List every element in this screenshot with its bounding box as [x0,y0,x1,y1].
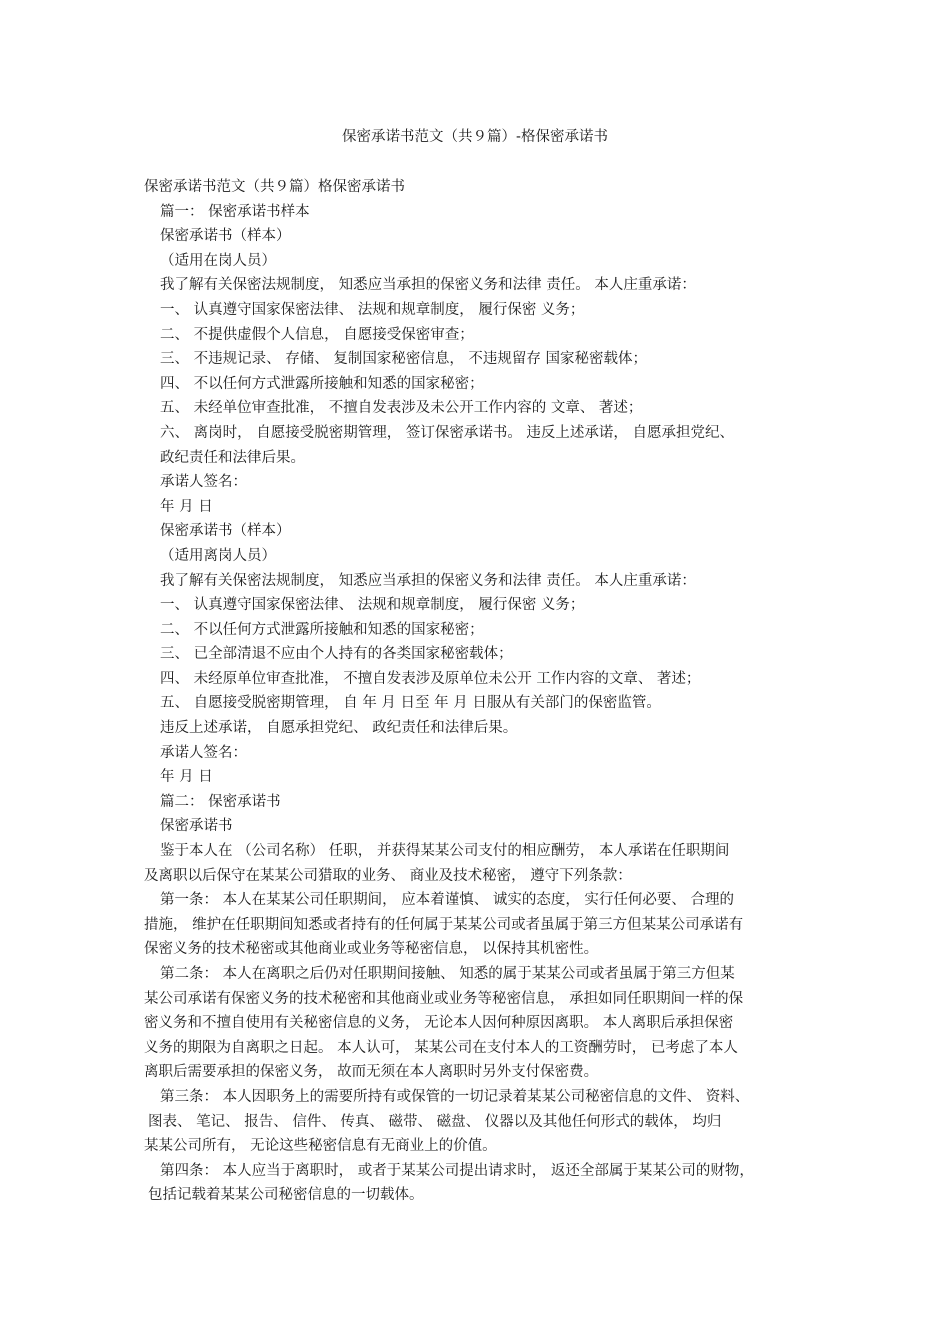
signature-label: 承诺人签名： [160,474,247,491]
list-item: 六、 离岗时， 自愿接受脱密期管理， 签订保密承诺书。 违反上述承诺， 自愿承担党纪、 [160,424,735,441]
signature-label: 承诺人签名： [160,744,247,761]
section-heading: 篇一： 保密承诺书样本 [160,203,310,220]
clause-line: 第四条： 本人应当于离职时， 或者于某某公司提出请求时， 返还全部属于某某公司的财物， [160,1162,754,1179]
subsection-title: 保密承诺书（样本） [160,523,291,540]
paragraph-line: 违反上述承诺， 自愿承担党纪、 政纪责任和法律后果。 [160,720,518,737]
list-item: 四、 不以任何方式泄露所接触和知悉的国家秘密； [160,375,484,392]
paragraph-line: 离职后需要承担的保密义务， 故而无须在本人离职时另外支付保密费。 [144,1064,599,1081]
subsection-title: 保密承诺书 [160,818,233,835]
list-item: 五、 自愿接受脱密期管理， 自 年 月 日至 年 月 日服从有关部门的保密监管。 [160,695,661,712]
paragraph-line: 某公司承诺有保密义务的技术秘密和其他商业或业务等秘密信息， 承担如同任职期间一样的保 [144,990,744,1007]
paragraph-line: 图表、 笔记、 报告、 信件、 传真、 磁带、 磁盘、 仪器以及其他任何形式的载体， 均归 [148,1113,722,1130]
paragraph-line: 保密义务的技术秘密或其他商业或业务等秘密信息， 以保持其机密性。 [144,941,599,958]
list-item: 四、 未经原单位审查批准， 不擅自发表涉及原单位未公开 工作内容的文章、 著述； [160,670,701,687]
list-item: 三、 已全部清退不应由个人持有的各类国家秘密载体； [160,646,513,663]
paragraph-line: 我了解有关保密法规制度， 知悉应当承担的保密义务和法律 责任。 本人庄重承诺： [160,572,696,589]
list-item: 一、 认真遵守国家保密法律、 法规和规章制度， 履行保密 义务； [160,597,585,614]
paragraph-line: 包括记载着某某公司秘密信息的一切载体。 [148,1187,424,1204]
list-item: 二、 不提供虚假个人信息， 自愿接受保密审查； [160,326,474,343]
paragraph-line: 义务的期限为自离职之日起。 本人认可， 某某公司在支付本人的工资酬劳时， 已考虑了本人 [144,1039,738,1056]
paragraph-line: 政纪责任和法律后果。 [160,449,305,466]
list-item: 二、 不以任何方式泄露所接触和知悉的国家秘密； [160,621,484,638]
list-item: 三、 不违规记录、 存储、 复制国家秘密信息， 不违规留存 国家秘密载体； [160,351,648,368]
paragraph-line: 我了解有关保密法规制度， 知悉应当承担的保密义务和法律 责任。 本人庄重承诺： [160,277,696,294]
list-item: 一、 认真遵守国家保密法律、 法规和规章制度， 履行保密 义务； [160,301,585,318]
subsection-note: （适用离岗人员） [160,547,276,564]
clause-line: 第二条： 本人在离职之后仍对任职期间接触、 知悉的属于某某公司或者虽属于第三方但某 [160,966,735,982]
section-heading: 篇二： 保密承诺书 [160,793,281,810]
paragraph-line: 及离职以后保守在某某公司猎取的业务、 商业及技术秘密， 遵守下列条款： [144,867,632,884]
clause-line: 第一条： 本人在某某公司任职期间， 应本着谨慎、 诚实的态度， 实行任何必要、 合理的 [160,892,735,909]
paragraph-line: 密义务和不擅自使用有关秘密信息的义务， 无论本人因何种原因离职。 本人离职后承担保密 [144,1015,734,1032]
list-item: 五、 未经单位审查批准， 不擅自发表涉及未公开工作内容的 文章、 著述； [160,400,643,417]
paragraph-line: 某某公司所有， 无论这些秘密信息有无商业上的价值。 [144,1138,497,1155]
paragraph-line: 措施， 维护在任职期间知悉或者持有的任何属于某某公司或者虽属于第三方但某某公司承诺有 [144,916,744,933]
document-heading: 保密承诺书范文（共９篇）格保密承诺书 [144,179,405,195]
subsection-note: （适用在岗人员） [160,252,276,269]
date-line: 年 月 日 [160,498,213,515]
clause-line: 第三条： 本人因职务上的需要所持有或保管的一切记录着某某公司秘密信息的文件、 资料、 [160,1088,750,1105]
subsection-title: 保密承诺书（样本） [160,228,291,245]
page-title: 保密承诺书范文（共９篇）-格保密承诺书 [342,129,608,145]
date-line: 年 月 日 [160,769,213,786]
paragraph-line: 鉴于本人在 （公司名称） 任职， 并获得某某公司支付的相应酬劳， 本人承诺在任职期间 [160,843,730,860]
document-body [144,175,824,1208]
